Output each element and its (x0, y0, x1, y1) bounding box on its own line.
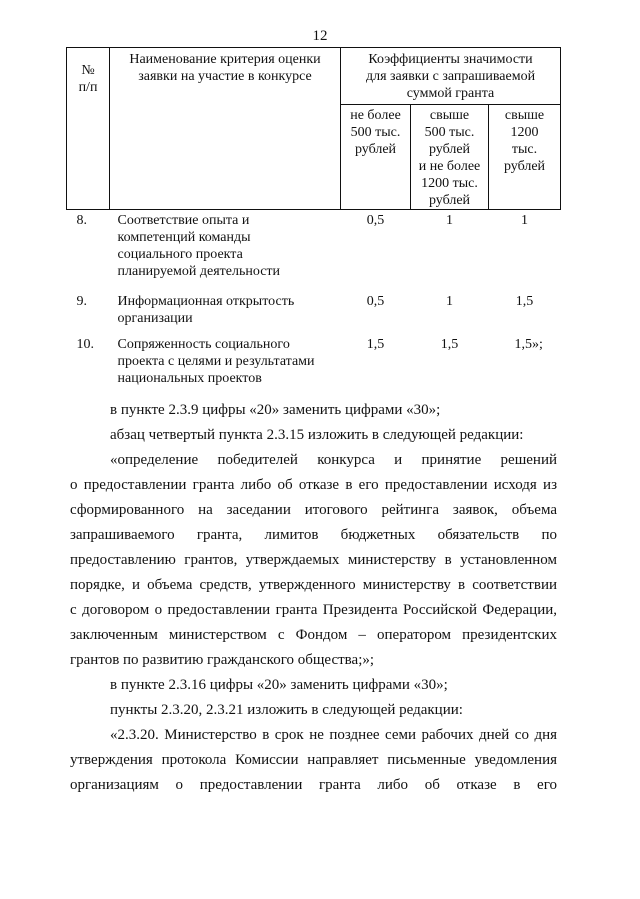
row-criterion: Сопряженность социального проекта с целями и результатами национальных проектов (117, 337, 315, 386)
header-coefficients: Коэффициенты значимости для заявки с запрашиваемой суммой гранта (341, 48, 561, 105)
header-500k-to-1200k: свыше 500 тыс. рублей и не более 1200 тыс. рублей (411, 105, 489, 210)
text-line: «2.3.20. Министерство в срок не позднее семи рабочих дней со дня (110, 727, 557, 743)
row-value-c: 1,5 (515, 294, 534, 309)
text-line: с договором о предоставлении гранта Президента Российской Федерации, (70, 602, 557, 618)
table-row (67, 210, 561, 286)
row-criterion: Информационная открытость организации (117, 294, 295, 326)
text-line: организациям о предоставлении гранта либо об отказе в его (70, 777, 557, 793)
header-up-to-500k: не более 500 тыс. рублей (341, 105, 411, 210)
text-line: заключенным министерством с Фондом – оператором президентских (70, 627, 557, 643)
row-value-b: 1 (446, 213, 453, 228)
row-value-c: 1,5»; (514, 337, 543, 352)
row-value-b: 1,5 (440, 337, 459, 352)
header-over-1200k: свыше 1200 тыс. рублей (489, 105, 561, 210)
row-criterion: Соответствие опыта и компетенций команды социального проекта планируемой деятельности (117, 213, 281, 279)
row-value-a: 0,5 (366, 213, 385, 228)
page-number: 12 (312, 28, 328, 44)
header-criterion-name: Наименование критерия оценки заявки на участие в конкурсе (110, 48, 341, 210)
text-line: утверждения протокола Комиссии направляет письменные уведомления (70, 752, 557, 768)
text-line: о предоставлении гранта либо об отказе в его предоставлении исходя из (70, 477, 557, 493)
text-line: в пункте 2.3.16 цифры «20» заменить цифрами «30»; (110, 677, 448, 693)
criteria-table (66, 47, 561, 387)
header-number: № п/п (67, 48, 110, 210)
text-line: предоставлению грантов, утверждаемых министерству в установленном (70, 552, 557, 568)
row-value-c: 1 (521, 213, 529, 228)
row-number: 10. (76, 337, 94, 352)
text-line: порядке, и объема средств, утвержденного министерству в соответствии (70, 577, 557, 593)
body-text (70, 398, 557, 798)
text-line: грантов по развитию гражданского общества;»; (70, 652, 375, 668)
table-row (67, 285, 561, 334)
text-line: абзац четвертый пункта 2.3.15 изложить в следующей редакции: (110, 427, 524, 443)
row-value-b: 1 (446, 294, 453, 309)
text-line: пункты 2.3.20, 2.3.21 изложить в следующей редакции: (110, 702, 463, 718)
row-value-a: 1,5 (366, 337, 385, 352)
text-line: запрашиваемого гранта, лимитов бюджетных обязательств по (70, 527, 557, 543)
row-number: 8. (76, 213, 87, 228)
table-row (67, 334, 561, 387)
text-line: «определение победителей конкурса и принятие решений (110, 452, 557, 468)
row-number: 9. (76, 294, 87, 309)
text-line: сформированного на заседании итогового рейтинга заявок, объема (70, 502, 557, 518)
row-value-a: 0,5 (366, 294, 385, 309)
text-line: в пункте 2.3.9 цифры «20» заменить цифрами «30»; (110, 402, 441, 418)
